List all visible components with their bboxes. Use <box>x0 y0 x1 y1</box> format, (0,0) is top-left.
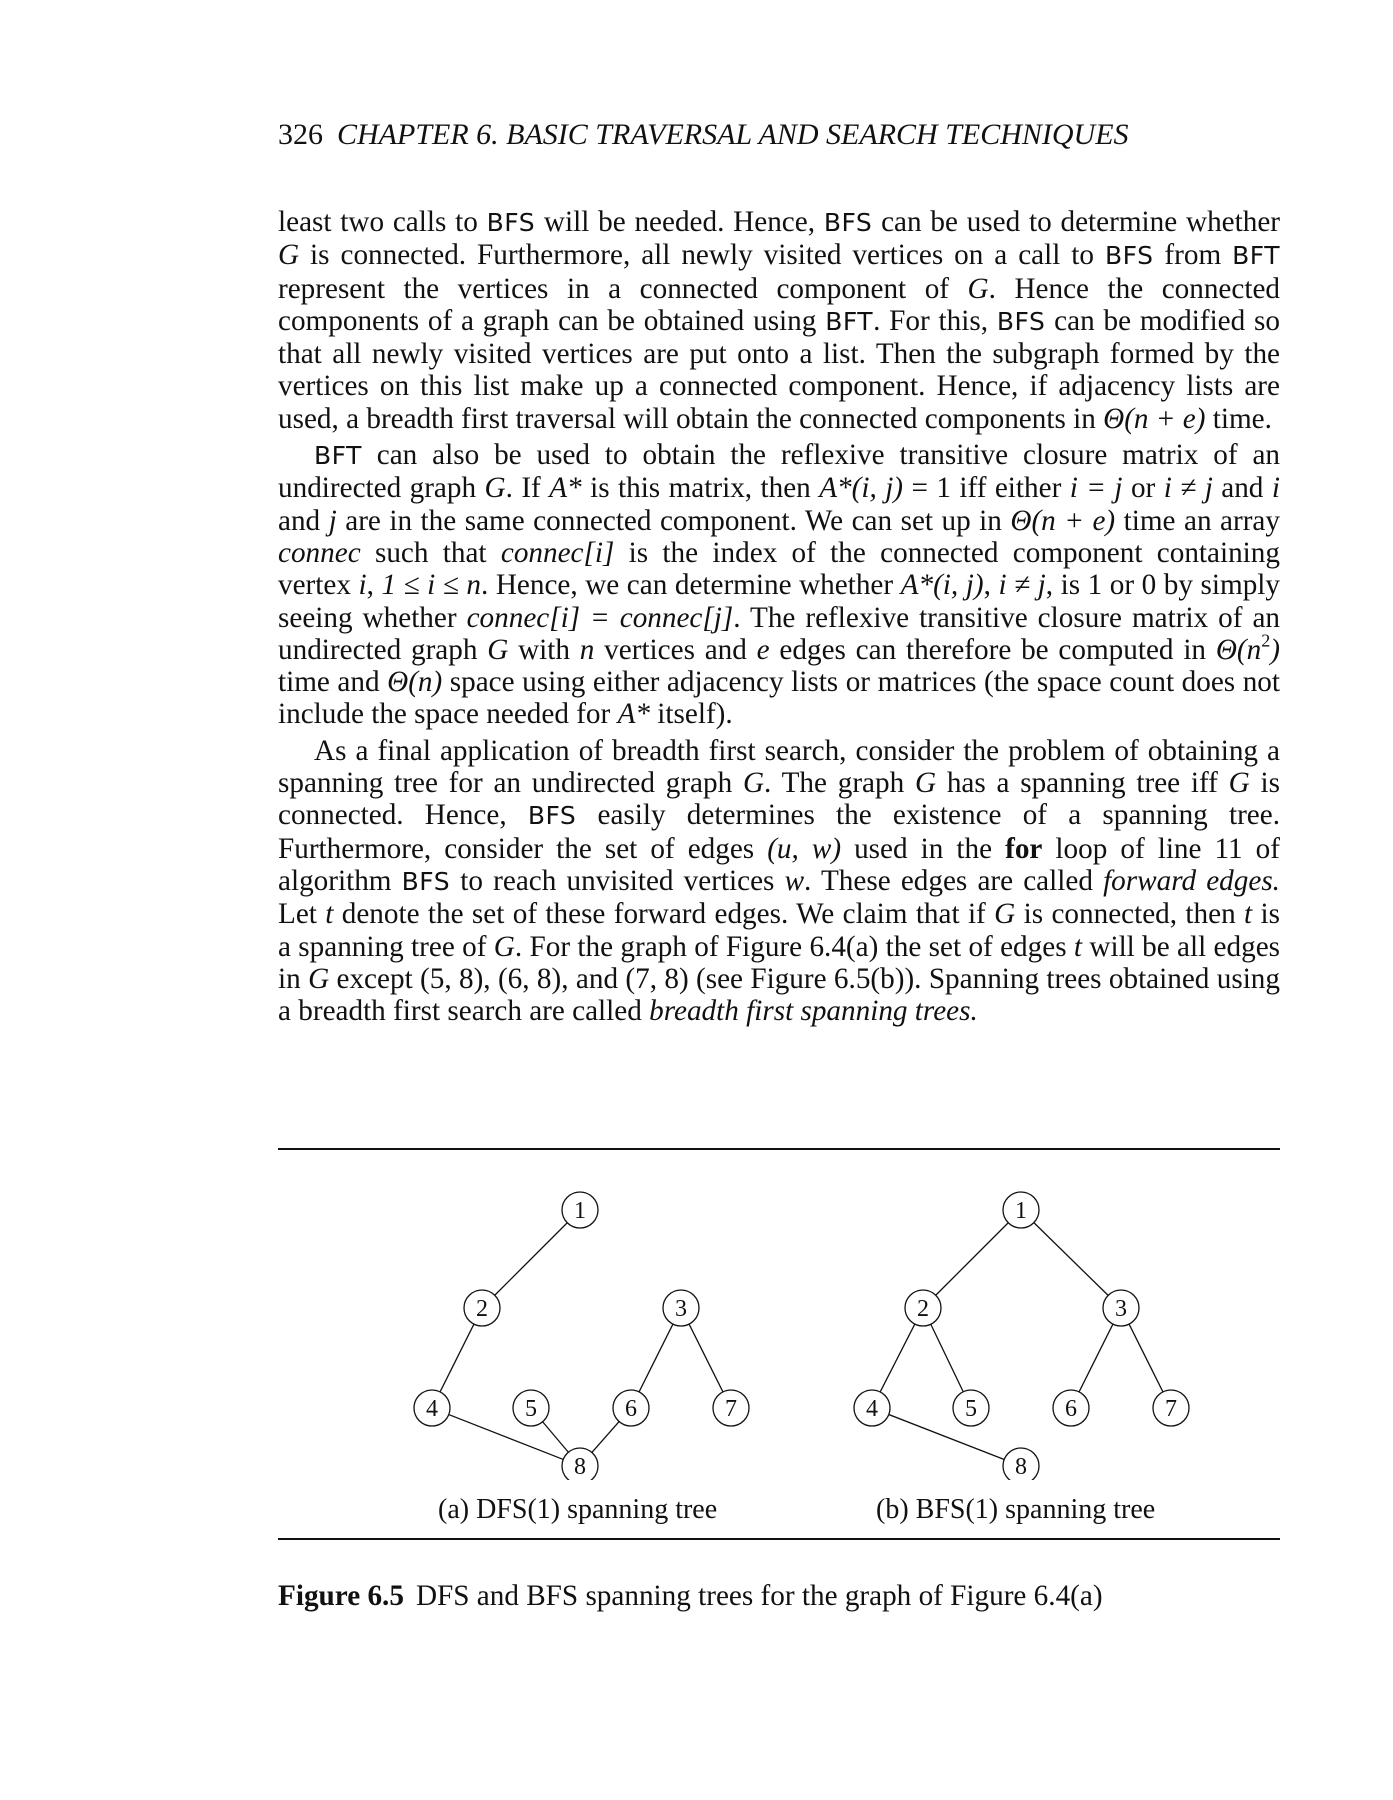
dfs-edge-3-6 <box>639 1324 673 1392</box>
dfs-node-label-1: 1 <box>574 1198 586 1224</box>
dfs-edge-2-4 <box>440 1324 474 1392</box>
bfs-spanning-tree <box>854 1192 1189 1480</box>
bfs-node-label-1: 1 <box>1015 1198 1027 1224</box>
bfs-node-label-5: 5 <box>965 1396 977 1422</box>
dfs-node-label-2: 2 <box>476 1296 488 1322</box>
paragraph-2: BFT can also be used to obtain the reflexive transitive closure matrix of an undirected graph G. If A* is this matrix, then A*(i, j) = 1 iff either i = j or i ≠ j and i and j are in the same connected component. We can set up in Θ(n + e) time an array connec such that connec[i] is the index of the connected component containing vertex i, 1 ≤ i ≤ n. Hence, we can determine whether A*(i, j), i ≠ j, is 1 or 0 by simply seeing whether connec[i] = connec[j]. The reflexive transitive closure matrix of an undirected graph G with n vertices and e edges can therefore be computed in $\Theta(n^2)$ time and Θ(n) space using either adjacency lists or matrices (the space count does not include the space needed for A* itself). <box>278 439 1281 731</box>
dfs-node-label-3: 3 <box>675 1296 687 1322</box>
body-text <box>278 206 1280 1031</box>
chapter-title: CHAPTER 6. BASIC TRAVERSAL AND SEARCH TECHNIQUES <box>337 118 1129 151</box>
bfs-edge-1-2 <box>936 1223 1009 1296</box>
dfs-edge-4-8 <box>449 1415 563 1460</box>
subcaption-b: (b) BFS(1) spanning tree <box>876 1494 1156 1525</box>
dfs-node-label-8: 8 <box>574 1454 586 1480</box>
dfs-edge-5-8 <box>543 1422 569 1453</box>
figure-bottom-rule <box>278 1538 1280 1540</box>
dfs-edge-1-2 <box>495 1223 568 1296</box>
dfs-node-label-6: 6 <box>625 1396 637 1422</box>
dfs-node-label-5: 5 <box>525 1396 537 1422</box>
bfs-node-label-8: 8 <box>1015 1454 1027 1480</box>
dfs-spanning-tree <box>414 1192 749 1480</box>
bfs-node-label-2: 2 <box>917 1296 929 1322</box>
bfs-edge-4-8 <box>889 1415 1004 1460</box>
dfs-edge-6-8 <box>592 1422 619 1453</box>
paragraph-3: As a final application of breadth first search, consider the problem of obtaining a spanning tree for an undirected graph G. The graph G has a spanning tree iff G is connected. Hence, BFS easily determines the existence of a spanning tree. Furthermore, consider the set of edges (u, w) used in the for loop of line 11 of algorithm BFS to reach unvisited vertices w. These edges are called forward edges. Let t denote the set of these forward edges. We claim that if G is connected, then t is a spanning tree of G. For the graph of Figure 6.4(a) the set of edges t will be all edges in G except (5, 8), (6, 8), and (7, 8) (see Figure 6.5(b)). Spanning trees obtained using a breadth first search are called breadth first spanning trees. <box>278 734 1281 1028</box>
bfs-node-label-6: 6 <box>1065 1396 1077 1422</box>
dfs-edge-3-7 <box>689 1324 723 1392</box>
bfs-edge-2-5 <box>931 1324 963 1392</box>
bfs-edge-2-4 <box>880 1324 915 1392</box>
figure-label: Figure 6.5 <box>278 1580 404 1612</box>
bfs-edge-3-7 <box>1129 1324 1163 1392</box>
bfs-edge-1-3 <box>1034 1223 1108 1296</box>
bfs-edge-3-6 <box>1079 1324 1113 1392</box>
spanning-trees-figure <box>278 1170 1280 1480</box>
page-number: 326 <box>278 118 323 151</box>
figure-caption <box>278 1580 1280 1613</box>
figure-top-rule <box>278 1148 1280 1150</box>
dfs-node-label-4: 4 <box>426 1396 438 1422</box>
bfs-node-label-7: 7 <box>1165 1396 1177 1422</box>
figure-caption-text: DFS and BFS spanning trees for the graph of Figure 6.4(a) <box>415 1580 1103 1612</box>
running-header <box>278 118 1280 152</box>
dfs-node-label-7: 7 <box>725 1396 737 1422</box>
paragraph-1: least two calls to BFS will be needed. Hence, BFS can be used to determine whether G is connected. Furthermore, all newly visited vertices on a call to BFS from BFT represent the vertices in a connected component of G. Hence the connected components of a graph can be obtained using BFT. For this, BFS can be modified so that all newly visited vertices are put onto a list. Then the subgraph formed by the vertices on this list make up a connected component. Hence, if adjacency lists are used, a breadth first traversal will obtain the connected components in Θ(n + e) time. <box>278 206 1281 435</box>
bfs-node-label-4: 4 <box>866 1396 878 1422</box>
subcaption-a: (a) DFS(1) spanning tree <box>438 1494 718 1525</box>
bfs-node-label-3: 3 <box>1115 1296 1127 1322</box>
